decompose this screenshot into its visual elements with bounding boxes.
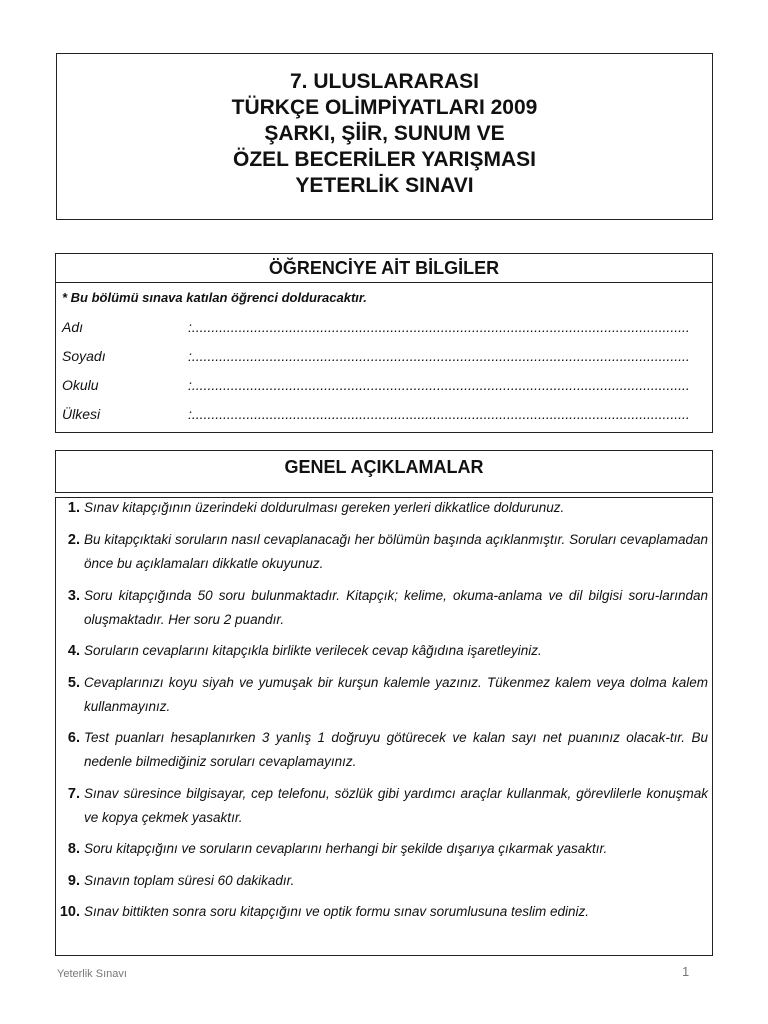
instruction-item [56,726,708,774]
field-ulkesi[interactable] [62,406,706,424]
instruction-item [56,837,708,861]
field-soyadi[interactable] [62,348,706,366]
title-line-1: 7. ULUSLARARASI [289,70,479,93]
field-ulkesi-blank[interactable]: :................................................................................................................................ [188,406,690,422]
field-adi-blank[interactable]: :................................................................................................................................ [188,319,690,335]
instruction-text: Sınav süresince bilgisayar, cep telefonu, sözlük gibi yardımcı araçlar kullanmak, görevlilerle konuşmak ve kopya çekmek yasaktır. [84,786,708,825]
instruction-text: Soruların cevaplarını kitapçıkla birlikte verilecek cevap kâğıdına işaretleyiniz. [84,643,542,658]
instruction-text: Test puanları hesaplanırken 3 yanlış 1 doğruyu götürecek ve kalan sayı net puanınız olacak-tır. Bu nedenle bilmediğiniz soruları cevaplamayınız. [84,730,708,769]
instruction-item [56,639,708,663]
instruction-number: 7. [67,786,80,802]
instruction-number: 2. [67,532,80,548]
student-info-heading: ÖĞRENCİYE AİT BİLGİLER [55,253,713,283]
instruction-item [56,528,708,576]
instruction-number: 9. [67,873,80,889]
field-soyadi-label: Soyadı [62,348,106,364]
instruction-number: 6. [67,730,80,746]
student-info-note: * Bu bölümü sınava katılan öğrenci dolduracaktır. [62,290,367,305]
title-line-4: ÖZEL BECERİLER YARIŞMASI [232,148,536,171]
footer-label: Yeterlik Sınavı [57,968,127,980]
instruction-text: Soru kitapçığında 50 soru bulunmaktadır. Kitapçık; kelime, okuma-anlama ve dil bilgisi soru-larından oluşmaktadır. Her soru 2 puandır. [84,588,708,627]
instruction-item [56,496,708,520]
instruction-text: Sınav kitapçığının üzerindeki doldurulması gereken yerleri dikkatlice doldurunuz. [84,500,565,515]
instruction-item [56,671,708,719]
instruction-text: Cevaplarınızı koyu siyah ve yumuşak bir kurşun kalemle yazınız. Tükenmez kalem veya dolma kalem kullanmayınız. [84,675,708,714]
instruction-number: 5. [67,675,80,691]
field-soyadi-blank[interactable]: :................................................................................................................................ [188,348,690,364]
general-instructions-list [55,497,713,956]
field-ulkesi-label: Ülkesi [62,406,101,422]
instruction-text: Bu kitapçıktaki soruların nasıl cevaplanacağı her bölümün başında açıklanmıştır. Soruları cevaplamadan önce bu açıklamaları dikkatle okuyunuz. [84,532,708,571]
instruction-item [56,782,708,830]
field-okulu-blank[interactable]: :................................................................................................................................ [188,377,690,393]
field-okulu-label: Okulu [62,377,99,393]
student-info-section [55,282,713,433]
instruction-text: Sınavın toplam süresi 60 dakikadır. [84,873,295,888]
instruction-text: Soru kitapçığını ve soruların cevaplarını herhangi bir şekilde dışarıya çıkarmak yasaktır. [84,841,608,856]
instruction-number: 4. [67,643,80,659]
page-number: 1 [682,964,690,979]
field-okulu[interactable] [62,377,706,395]
title-box [56,53,713,220]
instruction-number: 1. [67,500,80,516]
title-line-5: YETERLİK SINAVI [295,174,474,197]
instruction-item [56,584,708,632]
instruction-item [56,869,708,893]
field-adi-label: Adı [62,319,84,335]
title-line-3: ŞARKI, ŞİİR, SUNUM VE [264,122,505,145]
general-instructions-heading: GENEL AÇIKLAMALAR [55,450,713,493]
instruction-number: 8. [67,841,80,857]
instruction-number: 10. [59,904,80,920]
field-adi[interactable] [62,319,706,337]
instruction-text: Sınav bittikten sonra soru kitapçığını ve optik formu sınav sorumlusuna teslim ediniz. [84,904,589,919]
instruction-number: 3. [67,588,80,604]
instruction-item [56,900,708,924]
title-line-2: TÜRKÇE OLİMPİYATLARI 2009 [231,96,538,119]
